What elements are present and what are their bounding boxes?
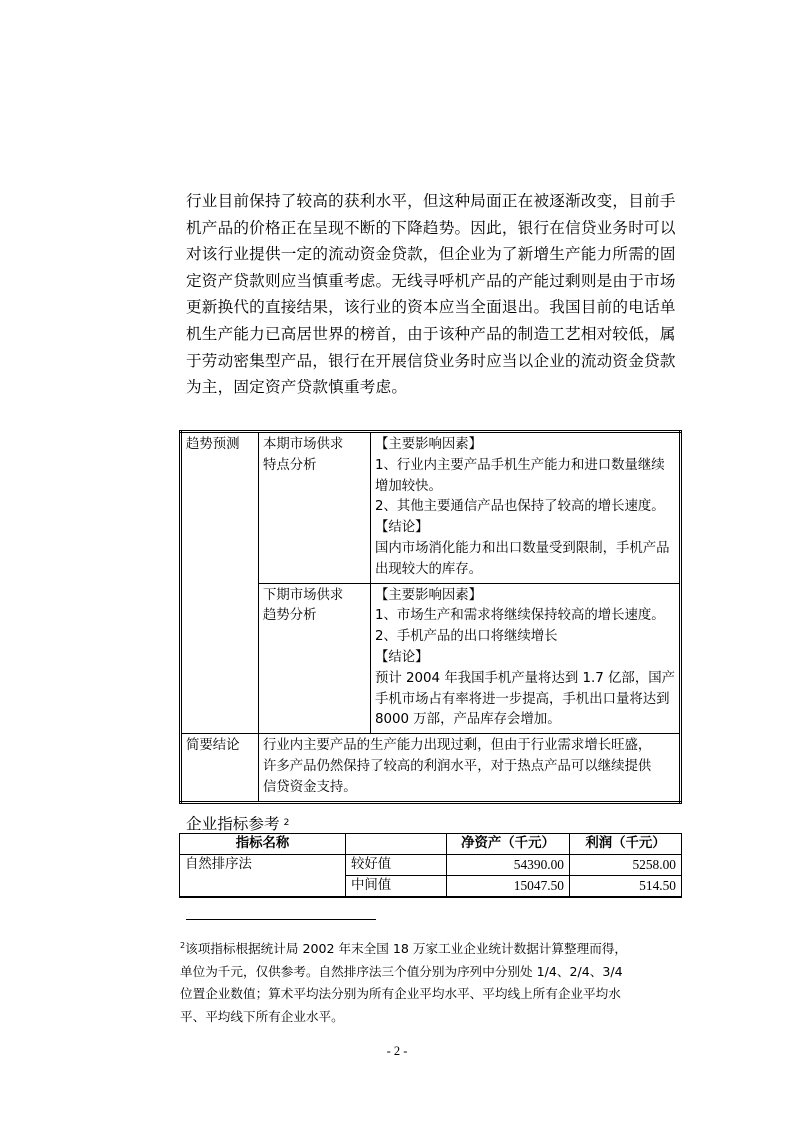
factor-line: 增加较快。: [374, 478, 442, 494]
factor-line: 1、行业内主要产品手机生产能力和进口数量继续: [374, 457, 665, 473]
summary-content-cell: [258, 734, 680, 802]
table-row: [180, 855, 682, 876]
indicator-section-title: [186, 812, 289, 834]
factors-title: 【主要影响因素】: [374, 437, 483, 452]
summary-line: 行业内主要产品的生产能力出现过剩，但由于行业需求增长旺盛，: [262, 738, 652, 754]
method-cell: 自然排序法: [180, 855, 346, 898]
profit-cell: 5258.00: [570, 855, 682, 876]
net-assets-cell: 54390.00: [447, 855, 570, 876]
current-period-label: 本期市场供求: [262, 437, 344, 452]
page-number: - 2 -: [386, 1044, 408, 1058]
paragraph-line: 于劳动密集型产品，银行在开展信贷业务时应当以企业的流动资金贷款: [186, 351, 676, 370]
next-period-label: 下期市场供求: [262, 587, 344, 603]
footnote-line: 平、平均线下所有企业水平。: [180, 1008, 344, 1024]
conclusion-line: 国内市场消化能力和出口数量受到限制，手机产品: [374, 540, 670, 556]
conclusion-line: 8000 万部，产品库存会增加。: [374, 712, 561, 728]
summary-line: 信贷资金支持。: [262, 779, 357, 795]
table-header-row: [180, 834, 682, 855]
paragraph-line: 行业目前保持了较高的获利水平，但这种局面正在被逐渐改变，目前手: [186, 192, 676, 210]
paragraph-line: 更新换代的直接结果，该行业的资本应当全面退出。我国目前的电话单: [186, 298, 676, 317]
trend-header-cell: [181, 432, 259, 734]
indicator-table: [179, 833, 682, 898]
summary-header-label: 简要结论: [186, 738, 240, 754]
current-period-content-cell: [370, 432, 680, 584]
next-period-label-cell: [258, 583, 370, 734]
paragraph-line: 定资产贷款则应当慎重考虑。无线寻呼机产品的产能过剩则是由于市场: [186, 271, 676, 290]
conclusion-title: 【结论】: [374, 520, 429, 536]
level-cell: 中间值: [346, 876, 447, 898]
table-row: [181, 432, 681, 584]
footnote-line: 单位为千元，仅供参考。自然排序法三个值分别为序列中分别处 1/4、2/4、3/4: [180, 963, 623, 979]
summary-line: 许多产品仍然保持了较高的利润水平，对于热点产品可以继续提供: [262, 758, 652, 774]
col-header-name: 指标名称: [180, 834, 346, 855]
factor-line: 2、其他主要通信产品也保持了较高的增长速度。: [374, 499, 665, 515]
factor-line: 1、市场生产和需求将继续保持较高的增长速度。: [374, 608, 665, 624]
table-row: [181, 734, 681, 802]
profit-cell: 514.50: [570, 876, 682, 898]
body-paragraph: [186, 188, 678, 401]
paragraph-line: 为主，固定资产贷款慎重考虑。: [186, 378, 408, 397]
col-header-net-assets: 净资产（千元）: [447, 834, 570, 855]
current-period-label-cell: [258, 432, 370, 584]
footnote-reference[interactable]: 2: [283, 818, 290, 828]
current-period-label: 特点分析: [262, 457, 317, 473]
paragraph-line: 机生产能力已高居世界的榜首，由于该种产品的制造工艺相对较低，属: [186, 324, 676, 343]
conclusion-line: 手机市场占有率将进一步提高，手机出口量将达到: [374, 691, 670, 707]
footnote: [180, 935, 682, 1028]
factor-line: 2、手机产品的出口将继续增长: [374, 629, 558, 645]
col-header-profit: 利润（千元）: [570, 834, 682, 855]
conclusion-line: 预计 2004 年我国手机产量将达到 1.7 亿部，国产: [374, 670, 675, 686]
col-header-blank: [346, 834, 447, 855]
summary-header-cell: [181, 734, 259, 802]
footnote-text: 该项指标根据统计局 2002 年末全国 18 万家工业企业统计数据计算整理而得，: [185, 941, 627, 956]
conclusion-line: 出现较大的库存。: [374, 561, 483, 577]
next-period-content-cell: [370, 583, 680, 734]
trend-forecast-table: [179, 430, 682, 804]
level-cell: 较好值: [346, 855, 447, 876]
conclusion-title: 【结论】: [374, 649, 429, 665]
footnote-line: [180, 935, 682, 961]
indicator-title-text: 企业指标参考: [186, 815, 280, 833]
trend-header-label: 趋势预测: [186, 437, 240, 452]
factors-title: 【主要影响因素】: [374, 587, 483, 603]
next-period-label: 趋势分析: [262, 608, 317, 624]
paragraph-line: 对该行业提供一定的流动资金贷款，但企业为了新增生产能力所需的固: [186, 245, 676, 264]
net-assets-cell: 15047.50: [447, 876, 570, 898]
footnote-mark: 2: [180, 941, 186, 950]
footnote-line: 位置企业数值；算术平均法分别为所有企业平均水平、平均线上所有企业平均水: [180, 986, 621, 1001]
footnote-separator: [186, 919, 376, 920]
paragraph-line: 机产品的价格正在呈现不断的下降趋势。因此，银行在信贷业务时可以: [186, 218, 676, 237]
